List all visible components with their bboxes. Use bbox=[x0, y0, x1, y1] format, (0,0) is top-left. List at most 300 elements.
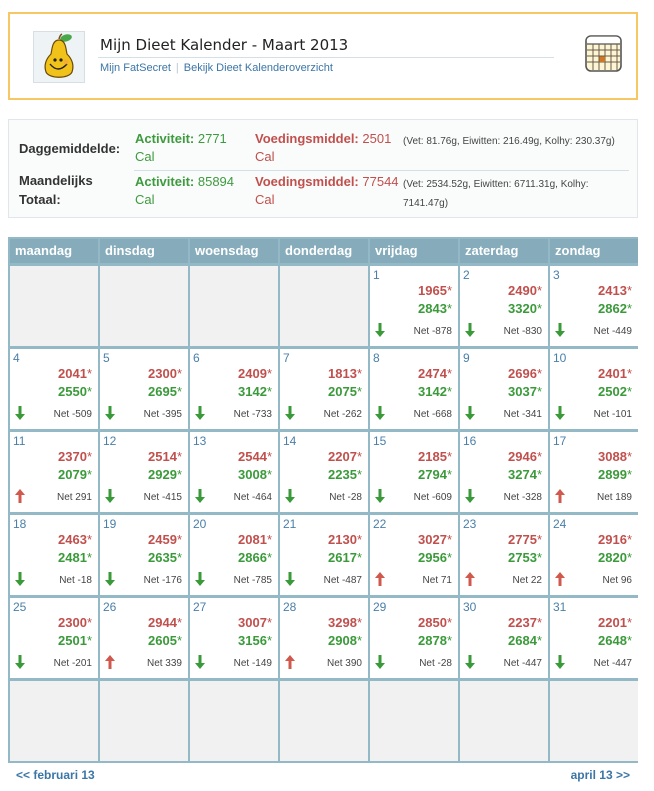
estimate-asterisk: * bbox=[536, 615, 542, 630]
food-calories bbox=[598, 449, 632, 464]
food-calories-value: 2459 bbox=[148, 532, 177, 547]
estimate-asterisk: * bbox=[626, 615, 632, 630]
day-cell[interactable] bbox=[100, 515, 188, 595]
day-number[interactable]: 1 bbox=[373, 268, 380, 282]
estimate-asterisk: * bbox=[356, 366, 362, 381]
day-cell[interactable] bbox=[460, 515, 548, 595]
day-number[interactable]: 4 bbox=[13, 351, 20, 365]
estimate-asterisk: * bbox=[536, 550, 542, 565]
daily-average-label: Daggemiddelde: bbox=[19, 141, 121, 156]
food-calories-value: 2775 bbox=[508, 532, 537, 547]
day-cell[interactable] bbox=[550, 349, 638, 429]
food-calories bbox=[328, 615, 362, 630]
activity-unit: Cal bbox=[135, 192, 155, 207]
net-calories: Net -101 bbox=[593, 409, 632, 420]
day-cell[interactable] bbox=[100, 432, 188, 512]
net-calories: Net -449 bbox=[593, 326, 632, 337]
day-number[interactable]: 13 bbox=[193, 434, 207, 448]
food-calories-value: 1965 bbox=[418, 283, 447, 298]
estimate-asterisk: * bbox=[266, 532, 272, 547]
activity-calories-value: 2617 bbox=[328, 550, 357, 565]
day-number[interactable]: 28 bbox=[283, 600, 297, 614]
day-number[interactable]: 23 bbox=[463, 517, 477, 531]
day-cell[interactable] bbox=[280, 349, 368, 429]
food-calories bbox=[508, 532, 542, 547]
net-calories: Net -262 bbox=[323, 409, 362, 420]
day-number[interactable]: 25 bbox=[13, 600, 27, 614]
pear-mascot-icon bbox=[33, 31, 85, 83]
activity-calories bbox=[238, 384, 272, 399]
arrow-up-icon bbox=[105, 655, 115, 669]
activity-calories bbox=[238, 633, 272, 648]
estimate-asterisk: * bbox=[266, 467, 272, 482]
food-calories bbox=[328, 532, 362, 547]
estimate-asterisk: * bbox=[86, 449, 92, 464]
net-calories: Net -464 bbox=[233, 492, 272, 503]
food-calories bbox=[58, 449, 92, 464]
food-calories bbox=[508, 366, 542, 381]
monthly-total-label: Maandelijks Totaal: bbox=[19, 173, 93, 207]
estimate-asterisk: * bbox=[626, 550, 632, 565]
activity-calories-value: 2899 bbox=[598, 467, 627, 482]
weekday-header-woensdag: woensdag bbox=[190, 239, 278, 263]
estimate-asterisk: * bbox=[536, 449, 542, 464]
food-calories-value: 2944 bbox=[148, 615, 177, 630]
arrow-down-icon bbox=[15, 406, 25, 420]
arrow-down-icon bbox=[375, 406, 385, 420]
day-number[interactable]: 18 bbox=[13, 517, 27, 531]
weekday-header-vrijdag: vrijdag bbox=[370, 239, 458, 263]
food-calories bbox=[418, 449, 452, 464]
day-number[interactable]: 3 bbox=[553, 268, 560, 282]
activity-calories bbox=[58, 633, 92, 648]
estimate-asterisk: * bbox=[356, 633, 362, 648]
day-number[interactable]: 19 bbox=[103, 517, 117, 531]
arrow-down-icon bbox=[555, 655, 565, 669]
food-calories-value: 1813 bbox=[328, 366, 357, 381]
activity-calories bbox=[418, 550, 452, 565]
estimate-asterisk: * bbox=[626, 449, 632, 464]
food-calories-value: 2409 bbox=[238, 366, 267, 381]
food-calories bbox=[508, 615, 542, 630]
arrow-down-icon bbox=[195, 655, 205, 669]
day-cell[interactable] bbox=[280, 432, 368, 512]
empty-day-cell bbox=[100, 681, 188, 761]
estimate-asterisk: * bbox=[536, 366, 542, 381]
estimate-asterisk: * bbox=[266, 384, 272, 399]
activity-calories bbox=[418, 633, 452, 648]
day-cell[interactable] bbox=[370, 598, 458, 678]
arrow-down-icon bbox=[15, 572, 25, 586]
estimate-asterisk: * bbox=[86, 366, 92, 381]
net-calories: Net -447 bbox=[503, 658, 542, 669]
empty-day-cell bbox=[190, 266, 278, 346]
estimate-asterisk: * bbox=[176, 633, 182, 648]
day-number[interactable]: 6 bbox=[193, 351, 200, 365]
activity-calories bbox=[148, 633, 182, 648]
food-value: 2501 bbox=[362, 131, 392, 146]
previous-month-link[interactable]: << februari 13 bbox=[16, 768, 95, 782]
day-number[interactable]: 11 bbox=[13, 434, 26, 448]
net-calories: Net -878 bbox=[413, 326, 452, 337]
arrow-down-icon bbox=[195, 489, 205, 503]
food-calories-value: 2041 bbox=[58, 366, 87, 381]
food-calories bbox=[238, 532, 272, 547]
day-cell[interactable] bbox=[10, 349, 98, 429]
activity-calories-value: 3320 bbox=[508, 301, 537, 316]
link-separator: | bbox=[175, 62, 179, 74]
day-cell[interactable] bbox=[550, 432, 638, 512]
day-cell[interactable] bbox=[10, 515, 98, 595]
estimate-asterisk: * bbox=[86, 384, 92, 399]
estimate-asterisk: * bbox=[536, 283, 542, 298]
arrow-down-icon bbox=[465, 655, 475, 669]
activity-calories-value: 2878 bbox=[418, 633, 447, 648]
activity-calories-value: 2929 bbox=[148, 467, 177, 482]
day-cell[interactable] bbox=[550, 515, 638, 595]
day-cell[interactable] bbox=[460, 432, 548, 512]
empty-day-cell bbox=[280, 266, 368, 346]
estimate-asterisk: * bbox=[176, 384, 182, 399]
activity-calories-value: 3274 bbox=[508, 467, 537, 482]
day-cell[interactable] bbox=[10, 598, 98, 678]
activity-calories-value: 2550 bbox=[58, 384, 87, 399]
activity-calories-value: 2481 bbox=[58, 550, 87, 565]
food-calories-value: 3088 bbox=[598, 449, 627, 464]
food-calories-value: 2850 bbox=[418, 615, 447, 630]
estimate-asterisk: * bbox=[176, 467, 182, 482]
next-month-link[interactable]: april 13 >> bbox=[570, 768, 630, 782]
net-calories: Net 22 bbox=[512, 575, 542, 586]
daily-macros: (Vet: 81.76g, Eiwitten: 216.49g, Kolhy: 230.37g) bbox=[403, 136, 615, 147]
activity-calories bbox=[508, 301, 542, 316]
day-number[interactable]: 29 bbox=[373, 600, 387, 614]
activity-calories-value: 2866 bbox=[238, 550, 267, 565]
food-calories-value: 3007 bbox=[238, 615, 267, 630]
day-number[interactable]: 10 bbox=[553, 351, 567, 365]
arrow-up-icon bbox=[555, 572, 565, 586]
day-cell[interactable] bbox=[190, 598, 278, 678]
food-calories bbox=[418, 283, 452, 298]
day-cell[interactable] bbox=[280, 515, 368, 595]
estimate-asterisk: * bbox=[176, 449, 182, 464]
activity-calories bbox=[148, 550, 182, 565]
food-calories-value: 2413 bbox=[598, 283, 627, 298]
header-links bbox=[100, 62, 333, 74]
arrow-down-icon bbox=[375, 655, 385, 669]
food-calories bbox=[598, 532, 632, 547]
empty-day-cell bbox=[190, 681, 278, 761]
net-calories: Net 390 bbox=[326, 658, 362, 669]
empty-day-cell bbox=[100, 266, 188, 346]
activity-calories bbox=[328, 550, 362, 565]
net-calories: Net -176 bbox=[143, 575, 182, 586]
net-calories: Net -201 bbox=[53, 658, 92, 669]
day-cell[interactable] bbox=[190, 349, 278, 429]
activity-calories-value: 2843 bbox=[418, 301, 447, 316]
daily-activity bbox=[135, 130, 227, 166]
activity-calories-value: 2502 bbox=[598, 384, 627, 399]
activity-calories bbox=[418, 301, 452, 316]
estimate-asterisk: * bbox=[446, 633, 452, 648]
my-fatsecret-link[interactable]: Mijn FatSecret bbox=[100, 62, 171, 74]
day-number[interactable]: 24 bbox=[553, 517, 567, 531]
arrow-down-icon bbox=[555, 406, 565, 420]
empty-day-cell bbox=[280, 681, 368, 761]
arrow-down-icon bbox=[105, 406, 115, 420]
day-cell[interactable] bbox=[550, 266, 638, 346]
day-number[interactable]: 12 bbox=[103, 434, 117, 448]
diet-calendar-overview-link[interactable]: Bekijk Dieet Kalenderoverzicht bbox=[183, 62, 333, 74]
estimate-asterisk: * bbox=[356, 467, 362, 482]
arrow-down-icon bbox=[15, 655, 25, 669]
estimate-asterisk: * bbox=[176, 532, 182, 547]
day-cell[interactable] bbox=[370, 349, 458, 429]
day-number[interactable]: 5 bbox=[103, 351, 110, 365]
activity-calories bbox=[328, 633, 362, 648]
net-calories: Net -149 bbox=[233, 658, 272, 669]
estimate-asterisk: * bbox=[536, 467, 542, 482]
estimate-asterisk: * bbox=[626, 366, 632, 381]
estimate-asterisk: * bbox=[86, 550, 92, 565]
activity-calories bbox=[508, 384, 542, 399]
page-title: Mijn Dieet Kalender - Maart 2013 bbox=[100, 36, 349, 54]
food-calories-value: 2300 bbox=[58, 615, 87, 630]
arrow-down-icon bbox=[285, 572, 295, 586]
day-number[interactable]: 16 bbox=[463, 434, 477, 448]
food-calories bbox=[418, 615, 452, 630]
food-calories bbox=[58, 366, 92, 381]
activity-calories-value: 2235 bbox=[328, 467, 357, 482]
net-calories: Net -341 bbox=[503, 409, 542, 420]
food-calories-value: 2916 bbox=[598, 532, 627, 547]
food-calories-value: 2201 bbox=[598, 615, 627, 630]
activity-calories bbox=[598, 384, 632, 399]
estimate-asterisk: * bbox=[356, 550, 362, 565]
food-calories bbox=[238, 615, 272, 630]
day-number[interactable]: 7 bbox=[283, 351, 290, 365]
empty-day-cell bbox=[550, 681, 638, 761]
day-number[interactable]: 2 bbox=[463, 268, 470, 282]
estimate-asterisk: * bbox=[266, 633, 272, 648]
net-calories: Net 189 bbox=[596, 492, 632, 503]
arrow-down-icon bbox=[555, 323, 565, 337]
estimate-asterisk: * bbox=[446, 283, 452, 298]
day-cell[interactable] bbox=[190, 432, 278, 512]
arrow-down-icon bbox=[285, 489, 295, 503]
activity-calories-value: 2648 bbox=[598, 633, 627, 648]
daily-food bbox=[255, 130, 391, 166]
activity-calories-value: 2075 bbox=[328, 384, 357, 399]
estimate-asterisk: * bbox=[446, 366, 452, 381]
day-cell[interactable] bbox=[370, 432, 458, 512]
estimate-asterisk: * bbox=[356, 532, 362, 547]
food-calories-value: 2370 bbox=[58, 449, 87, 464]
summary-panel bbox=[8, 119, 638, 218]
weekday-header-maandag: maandag bbox=[10, 239, 98, 263]
net-calories: Net -609 bbox=[413, 492, 452, 503]
net-calories: Net -733 bbox=[233, 409, 272, 420]
food-calories-value: 2463 bbox=[58, 532, 87, 547]
activity-label: Activiteit: bbox=[135, 174, 195, 189]
day-number[interactable]: 30 bbox=[463, 600, 477, 614]
food-unit: Cal bbox=[255, 149, 275, 164]
food-calories-value: 3298 bbox=[328, 615, 357, 630]
food-calories-value: 2401 bbox=[598, 366, 627, 381]
day-number[interactable]: 27 bbox=[193, 600, 207, 614]
estimate-asterisk: * bbox=[446, 467, 452, 482]
activity-calories bbox=[148, 467, 182, 482]
estimate-asterisk: * bbox=[446, 615, 452, 630]
arrow-down-icon bbox=[375, 489, 385, 503]
day-number[interactable]: 14 bbox=[283, 434, 297, 448]
arrow-up-icon bbox=[555, 489, 565, 503]
net-calories: Net -395 bbox=[143, 409, 182, 420]
activity-calories bbox=[508, 550, 542, 565]
food-calories-value: 2300 bbox=[148, 366, 177, 381]
net-calories: Net 291 bbox=[56, 492, 92, 503]
net-calories: Net -668 bbox=[413, 409, 452, 420]
activity-calories-value: 2794 bbox=[418, 467, 447, 482]
arrow-down-icon bbox=[105, 489, 115, 503]
activity-calories bbox=[418, 384, 452, 399]
food-calories bbox=[58, 615, 92, 630]
arrow-down-icon bbox=[285, 406, 295, 420]
activity-calories bbox=[598, 550, 632, 565]
food-calories-value: 3027 bbox=[418, 532, 447, 547]
monthly-macros: (Vet: 2534.52g, Eiwitten: 6711.31g, Kolhy: 7141.47g) bbox=[403, 179, 589, 209]
food-unit: Cal bbox=[255, 192, 275, 207]
arrow-down-icon bbox=[465, 323, 475, 337]
day-cell[interactable] bbox=[100, 349, 188, 429]
empty-day-cell bbox=[460, 681, 548, 761]
activity-calories bbox=[418, 467, 452, 482]
food-calories bbox=[598, 366, 632, 381]
activity-calories bbox=[58, 550, 92, 565]
estimate-asterisk: * bbox=[446, 550, 452, 565]
day-cell[interactable] bbox=[370, 515, 458, 595]
day-number[interactable]: 26 bbox=[103, 600, 117, 614]
estimate-asterisk: * bbox=[626, 633, 632, 648]
activity-calories-value: 3142 bbox=[418, 384, 447, 399]
daily-average-row bbox=[9, 128, 637, 170]
food-calories-value: 2130 bbox=[328, 532, 357, 547]
estimate-asterisk: * bbox=[176, 550, 182, 565]
food-value: 77544 bbox=[362, 174, 399, 189]
day-number[interactable]: 8 bbox=[373, 351, 380, 365]
day-cell[interactable] bbox=[190, 515, 278, 595]
day-number[interactable]: 15 bbox=[373, 434, 387, 448]
activity-calories bbox=[328, 467, 362, 482]
food-calories bbox=[418, 532, 452, 547]
food-calories bbox=[58, 532, 92, 547]
food-calories-value: 2544 bbox=[238, 449, 267, 464]
activity-calories-value: 3037 bbox=[508, 384, 537, 399]
activity-calories bbox=[148, 384, 182, 399]
food-calories-value: 2081 bbox=[238, 532, 267, 547]
day-number[interactable]: 31 bbox=[553, 600, 567, 614]
food-calories bbox=[238, 366, 272, 381]
food-label: Voedingsmiddel: bbox=[255, 174, 359, 189]
monthly-total-row bbox=[9, 171, 637, 213]
month-calendar-grid bbox=[8, 237, 638, 763]
activity-calories-value: 2501 bbox=[58, 633, 87, 648]
estimate-asterisk: * bbox=[626, 532, 632, 547]
day-cell[interactable] bbox=[460, 598, 548, 678]
activity-calories-value: 3156 bbox=[238, 633, 267, 648]
day-cell[interactable] bbox=[10, 432, 98, 512]
food-calories bbox=[328, 366, 362, 381]
activity-calories-value: 2635 bbox=[148, 550, 177, 565]
net-calories: Net -18 bbox=[59, 575, 92, 586]
estimate-asterisk: * bbox=[536, 384, 542, 399]
activity-calories-value: 2908 bbox=[328, 633, 357, 648]
arrow-up-icon bbox=[465, 572, 475, 586]
activity-calories bbox=[598, 467, 632, 482]
net-calories: Net 71 bbox=[422, 575, 452, 586]
arrow-down-icon bbox=[375, 323, 385, 337]
estimate-asterisk: * bbox=[536, 633, 542, 648]
food-calories-value: 2946 bbox=[508, 449, 537, 464]
estimate-asterisk: * bbox=[176, 615, 182, 630]
activity-calories bbox=[508, 633, 542, 648]
food-calories bbox=[508, 283, 542, 298]
activity-calories bbox=[238, 550, 272, 565]
arrow-down-icon bbox=[105, 572, 115, 586]
estimate-asterisk: * bbox=[86, 633, 92, 648]
weekday-header-dinsdag: dinsdag bbox=[100, 239, 188, 263]
day-cell[interactable] bbox=[280, 598, 368, 678]
arrow-down-icon bbox=[195, 406, 205, 420]
food-calories-value: 2514 bbox=[148, 449, 177, 464]
activity-calories bbox=[58, 467, 92, 482]
calendar-icon bbox=[584, 34, 624, 74]
day-cell[interactable] bbox=[100, 598, 188, 678]
estimate-asterisk: * bbox=[626, 467, 632, 482]
weekday-header-donderdag: donderdag bbox=[280, 239, 368, 263]
weekday-header-zaterdag: zaterdag bbox=[460, 239, 548, 263]
activity-calories-value: 3142 bbox=[238, 384, 267, 399]
day-cell[interactable] bbox=[460, 266, 548, 346]
estimate-asterisk: * bbox=[86, 615, 92, 630]
estimate-asterisk: * bbox=[446, 384, 452, 399]
day-number[interactable]: 9 bbox=[463, 351, 470, 365]
activity-calories-value: 2956 bbox=[418, 550, 447, 565]
food-label: Voedingsmiddel: bbox=[255, 131, 359, 146]
estimate-asterisk: * bbox=[266, 449, 272, 464]
estimate-asterisk: * bbox=[266, 615, 272, 630]
food-calories bbox=[148, 532, 182, 547]
food-calories bbox=[508, 449, 542, 464]
day-number[interactable]: 20 bbox=[193, 517, 207, 531]
title-divider bbox=[98, 57, 554, 58]
day-cell[interactable] bbox=[550, 598, 638, 678]
day-number[interactable]: 22 bbox=[373, 517, 387, 531]
day-number[interactable]: 17 bbox=[553, 434, 567, 448]
activity-calories bbox=[238, 467, 272, 482]
food-calories-value: 2696 bbox=[508, 366, 537, 381]
day-cell[interactable] bbox=[370, 266, 458, 346]
monthly-food bbox=[255, 173, 399, 209]
food-calories-value: 2490 bbox=[508, 283, 537, 298]
estimate-asterisk: * bbox=[626, 384, 632, 399]
activity-calories-value: 2605 bbox=[148, 633, 177, 648]
day-cell[interactable] bbox=[460, 349, 548, 429]
net-calories: Net 96 bbox=[602, 575, 632, 586]
day-number[interactable]: 21 bbox=[283, 517, 297, 531]
arrow-up-icon bbox=[375, 572, 385, 586]
empty-day-cell bbox=[10, 266, 98, 346]
